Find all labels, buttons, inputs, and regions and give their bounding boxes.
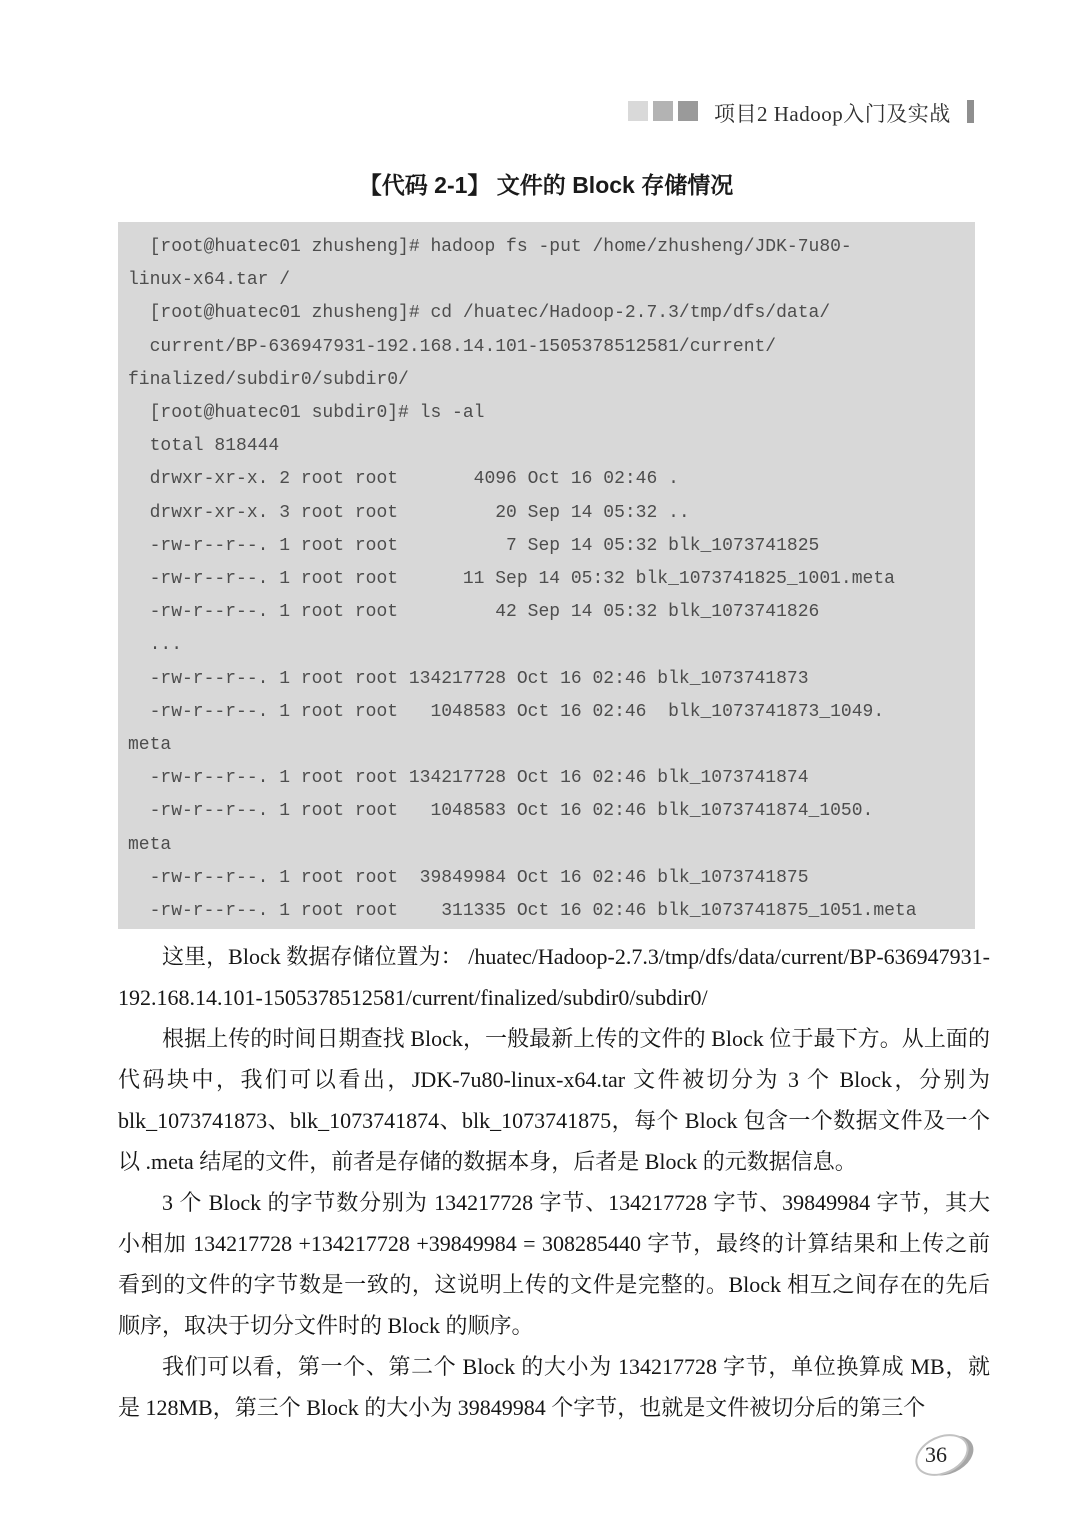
code-line: -rw-r--r--. 1 root root 7 Sep 14 05:32 blk_1073741825 bbox=[128, 535, 820, 556]
code-line: [root@huatec01 subdir0]# ls -al bbox=[128, 403, 485, 424]
code-line: -rw-r--r--. 1 root root 11 Sep 14 05:32 blk_1073741825_1001.meta bbox=[128, 569, 895, 590]
header-square-light-icon bbox=[628, 101, 648, 121]
code-line: finalized/subdir0/subdir0/ bbox=[128, 369, 409, 390]
paragraph-block-split: 根据上传的时间日期查找 Block，一般最新上传的文件的 Block 位于最下方。从上面的代码块中，我们可以看出，JDK-7u80-linux-x64.tar 文件被切分为 3 个 Block，分别为 blk_1073741873、blk_1073741874、blk_1073741875，每个 Block 包含一个数据文件及一个以 .meta 结尾的文件，前者是存储的数据本身，后者是 Block 的元数据信息。 bbox=[118, 1026, 990, 1174]
code-line: drwxr-xr-x. 3 root root 20 Sep 14 05:32 .. bbox=[128, 502, 690, 523]
code-line: ... bbox=[128, 635, 183, 656]
code-line: [root@huatec01 zhusheng]# hadoop fs -put /home/zhusheng/JDK-7u80- bbox=[128, 237, 852, 257]
code-line: -rw-r--r--. 1 root root 1048583 Oct 16 02:46 blk_1073741874_1050. bbox=[128, 801, 874, 822]
page-number-badge bbox=[912, 1429, 980, 1485]
code-line: -rw-r--r--. 1 root root 42 Sep 14 05:32 blk_1073741826 bbox=[128, 602, 820, 623]
terminal-code-block bbox=[118, 222, 975, 929]
code-line: [root@huatec01 zhusheng]# cd /huatec/Hadoop-2.7.3/tmp/dfs/data/ bbox=[128, 303, 831, 324]
header-square-medium-icon bbox=[653, 101, 673, 121]
paragraph-byte-sum: 3 个 Block 的字节数分别为 134217728 字节、134217728 字节、39849984 字节，其大小相加 134217728 +134217728 +39849984 = 308285440 字节，最终的计算结果和上传之前看到的文件的字节数是一致的，这说明上传的文件是完整的。Block 相互之间存在的先后顺序，取决于切分文件时的 Block 的顺序。 bbox=[118, 1190, 990, 1338]
page-header bbox=[0, 0, 1092, 140]
code-line: -rw-r--r--. 1 root root 134217728 Oct 16 02:46 blk_1073741873 bbox=[128, 668, 809, 689]
code-line: -rw-r--r--. 1 root root 311335 Oct 16 02:46 blk_1073741875_1051.meta bbox=[128, 901, 917, 922]
code-line: -rw-r--r--. 1 root root 134217728 Oct 16 02:46 blk_1073741874 bbox=[128, 768, 809, 789]
header-rule-bar bbox=[967, 100, 974, 123]
code-line: -rw-r--r--. 1 root root 1048583 Oct 16 02:46 blk_1073741873_1049. bbox=[128, 701, 885, 722]
header-square-dark-icon bbox=[678, 101, 698, 121]
code-line: current/BP-636947931-192.168.14.101-1505378512581/current/ bbox=[128, 336, 777, 357]
chapter-title: 项目2 Hadoop入门及实战 bbox=[714, 102, 951, 126]
code-line: meta bbox=[128, 735, 172, 756]
code-line: drwxr-xr-x. 2 root root 4096 Oct 16 02:46 . bbox=[128, 469, 679, 490]
code-caption: 【代码 2-1】 文件的 Block 存储情况 bbox=[358, 172, 734, 198]
body-text bbox=[118, 936, 990, 1428]
page-number: 36 bbox=[925, 1442, 947, 1467]
code-line: linux-x64.tar / bbox=[128, 270, 291, 291]
paragraph-block-location: 这里，Block 数据存储位置为： /huatec/Hadoop-2.7.3/tmp/dfs/data/current/BP-636947931-192.168.14.101-1505378512581/current/finalized/subdir0/subdir0/ bbox=[118, 944, 990, 1010]
paragraph-block-sizes: 我们可以看，第一个、第二个 Block 的大小为 134217728 字节，单位换算成 MB，就是 128MB，第三个 Block 的大小为 39849984 个字节，也就是文件被切分后的第三个 bbox=[118, 1354, 990, 1420]
code-line: -rw-r--r--. 1 root root 39849984 Oct 16 02:46 blk_1073741875 bbox=[128, 867, 809, 888]
code-line: total 818444 bbox=[128, 436, 280, 457]
code-line: meta bbox=[128, 834, 172, 855]
